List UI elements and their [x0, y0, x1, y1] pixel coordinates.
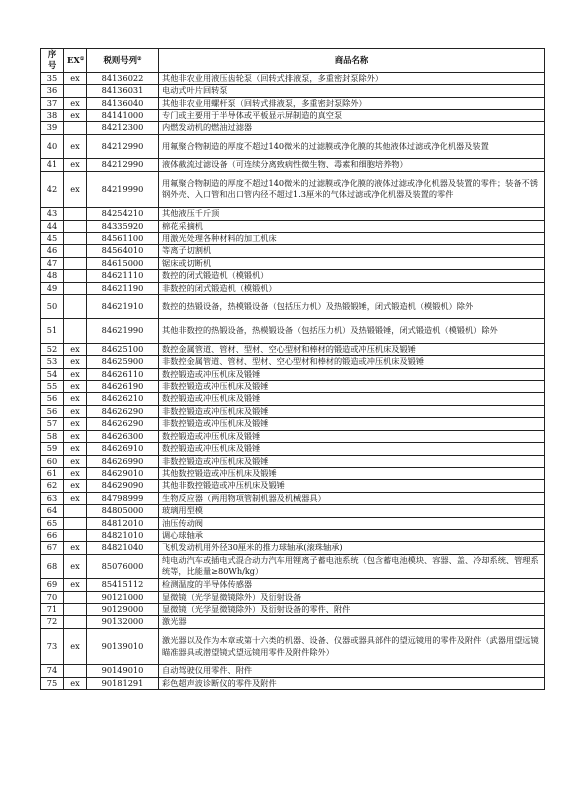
goods-name-cell: 纯电动汽车或插电式混合动力汽车用锂离子蓄电池系统（包含蓄电池模块、容器、盖、冷却系统、管理系统等，比能量≥80Wh/kg）	[159, 554, 545, 578]
tariff-code-cell: 84626110	[87, 368, 159, 380]
goods-name-cell: 飞机发动机用外径30厘米的推力球轴承(滚珠轴承)	[159, 542, 545, 554]
seq-cell: 40	[41, 134, 64, 158]
tariff-code-cell: 90149010	[87, 665, 159, 677]
tariff-code-cell: 84821040	[87, 542, 159, 554]
seq-cell: 38	[41, 110, 64, 122]
goods-name-cell: 激光器	[159, 616, 545, 628]
table-row	[41, 295, 545, 319]
ex-cell: ex	[64, 542, 87, 554]
tariff-code-cell: 84561100	[87, 233, 159, 245]
table-row	[41, 665, 545, 677]
goods-name-cell: 数控的闭式锻造机（模锻机）	[159, 270, 545, 282]
goods-name-cell: 其他数控锻造或冲压机床及锻锤	[159, 467, 545, 479]
seq-cell: 56	[41, 405, 64, 417]
table-row	[41, 356, 545, 368]
seq-cell: 46	[41, 245, 64, 257]
goods-name-cell: 用氟聚合物制造的厚度不超过140微米的过滤膜或净化膜的液体过滤或净化机器及装置的零件；装备不锈钢外壳、入口管和出口管内径不超过1.3厘米的气体过滤或净化机器及装置的零件	[159, 171, 545, 208]
table-row	[41, 554, 545, 578]
tariff-code-cell: 84141000	[87, 110, 159, 122]
ex-cell	[64, 319, 87, 343]
tariff-code-cell: 84621190	[87, 282, 159, 294]
tariff-code-cell: 84621990	[87, 319, 159, 343]
tariff-table	[40, 48, 545, 690]
goods-name-cell: 生物反应器（两用物项管制机器及机械器具）	[159, 492, 545, 504]
ex-cell: ex	[64, 455, 87, 467]
seq-cell: 51	[41, 319, 64, 343]
seq-cell: 36	[41, 85, 64, 97]
ex-cell: ex	[64, 356, 87, 368]
goods-name-cell: 自动驾驶仪用零件、附件	[159, 665, 545, 677]
seq-cell: 61	[41, 467, 64, 479]
table-row	[41, 430, 545, 442]
goods-name-cell: 数控锻造或冲压机床及锻锤	[159, 430, 545, 442]
seq-cell: 54	[41, 368, 64, 380]
ex-cell: ex	[64, 134, 87, 158]
goods-name-cell: 用激光处理各种材料的加工机床	[159, 233, 545, 245]
seq-cell: 59	[41, 443, 64, 455]
tariff-code-cell: 84615000	[87, 257, 159, 269]
ex-cell	[64, 616, 87, 628]
seq-cell: 52	[41, 343, 64, 355]
ex-cell	[64, 665, 87, 677]
table-row	[41, 319, 545, 343]
goods-name-cell: 其他液压千斤顶	[159, 208, 545, 220]
tariff-code-cell: 84254210	[87, 208, 159, 220]
goods-name-cell: 用氟聚合物制造的厚度不超过140微米的过滤膜或净化膜的其他液体过滤或净化机器及装置	[159, 134, 545, 158]
goods-name-cell: 调心球轴承	[159, 529, 545, 541]
goods-name-cell: 其他非农业用螺杆泵（回转式排液泵，多重密封泵除外）	[159, 97, 545, 109]
ex-cell: ex	[64, 418, 87, 430]
table-row	[41, 368, 545, 380]
seq-cell: 39	[41, 122, 64, 134]
table-row	[41, 628, 545, 665]
tariff-code-cell: 84805000	[87, 505, 159, 517]
tariff-code-cell: 84212990	[87, 159, 159, 171]
table-row	[41, 134, 545, 158]
goods-name-cell: 内燃发动机的燃油过滤器	[159, 122, 545, 134]
tariff-code-cell: 84219990	[87, 171, 159, 208]
table-row	[41, 270, 545, 282]
goods-name-cell: 非数控金属管道、管材、型材、空心型材和棒材的锻造或冲压机床及锻锤	[159, 356, 545, 368]
seq-cell: 63	[41, 492, 64, 504]
tariff-code-cell: 84212300	[87, 122, 159, 134]
table-row	[41, 257, 545, 269]
goods-name-cell: 激光器以及作为本章或第十六类的机器、设备、仪器或器具部件的望远镜用的零件及附件（武器用望远镜瞄准器具或潜望镜式望远镜用零件及附件除外）	[159, 628, 545, 665]
ex-cell: ex	[64, 480, 87, 492]
tariff-code-cell: 84629090	[87, 480, 159, 492]
seq-cell: 50	[41, 295, 64, 319]
tariff-code-cell: 84626290	[87, 418, 159, 430]
ex-cell: ex	[64, 381, 87, 393]
seq-cell: 72	[41, 616, 64, 628]
seq-cell: 56	[41, 393, 64, 405]
seq-cell: 53	[41, 356, 64, 368]
tariff-code-cell: 90132000	[87, 616, 159, 628]
goods-name-cell: 锯床或切断机	[159, 257, 545, 269]
goods-name-cell: 显微镜（光学显微镜除外）及衍射设备的零件、附件	[159, 603, 545, 615]
table-row	[41, 677, 545, 689]
ex-cell	[64, 529, 87, 541]
ex-cell	[64, 270, 87, 282]
table-row	[41, 159, 545, 171]
ex-cell: ex	[64, 554, 87, 578]
tariff-code-cell: 84335920	[87, 220, 159, 232]
ex-cell	[64, 282, 87, 294]
ex-cell	[64, 257, 87, 269]
goods-name-cell: 检测温度的半导体传感器	[159, 579, 545, 591]
table-row	[41, 591, 545, 603]
table-row	[41, 381, 545, 393]
ex-cell: ex	[64, 405, 87, 417]
ex-cell	[64, 208, 87, 220]
goods-name-cell: 棉花采摘机	[159, 220, 545, 232]
table-row	[41, 616, 545, 628]
ex-cell: ex	[64, 579, 87, 591]
ex-cell	[64, 220, 87, 232]
tariff-code-cell: 84136022	[87, 72, 159, 84]
table-row	[41, 85, 545, 97]
tariff-code-cell: 90181291	[87, 677, 159, 689]
table-row	[41, 505, 545, 517]
table-row	[41, 220, 545, 232]
seq-cell: 70	[41, 591, 64, 603]
ex-cell: ex	[64, 492, 87, 504]
tariff-code-cell: 84626300	[87, 430, 159, 442]
seq-cell: 44	[41, 220, 64, 232]
seq-cell: 55	[41, 381, 64, 393]
seq-cell: 74	[41, 665, 64, 677]
ex-cell	[64, 85, 87, 97]
header-name: 商品名称	[159, 49, 545, 73]
table-row	[41, 233, 545, 245]
ex-cell: ex	[64, 343, 87, 355]
header-code: 税则号列②	[87, 49, 159, 73]
goods-name-cell: 非数控锻造或冲压机床及锻锤	[159, 418, 545, 430]
table-row	[41, 393, 545, 405]
tariff-code-cell: 84626210	[87, 393, 159, 405]
ex-cell	[64, 517, 87, 529]
table-row	[41, 343, 545, 355]
seq-cell: 35	[41, 72, 64, 84]
seq-cell: 57	[41, 418, 64, 430]
goods-name-cell: 数控锻造或冲压机床及锻锤	[159, 393, 545, 405]
goods-name-cell: 彩色超声波诊断仪的零件及附件	[159, 677, 545, 689]
table-row	[41, 517, 545, 529]
seq-cell: 42	[41, 171, 64, 208]
goods-name-cell: 专门或主要用于半导体或平板显示屏制造的真空泵	[159, 110, 545, 122]
goods-name-cell: 等离子切割机	[159, 245, 545, 257]
ex-cell	[64, 122, 87, 134]
table-header-row	[41, 49, 545, 73]
table-row	[41, 72, 545, 84]
tariff-code-cell: 85415112	[87, 579, 159, 591]
seq-cell: 62	[41, 480, 64, 492]
seq-cell: 67	[41, 542, 64, 554]
table-row	[41, 282, 545, 294]
tariff-code-cell: 84136031	[87, 85, 159, 97]
header-seq: 序号	[41, 49, 64, 73]
seq-cell: 58	[41, 430, 64, 442]
table-row	[41, 171, 545, 208]
table-row	[41, 603, 545, 615]
tariff-code-cell: 90139010	[87, 628, 159, 665]
table-row	[41, 542, 545, 554]
ex-cell	[64, 245, 87, 257]
seq-cell: 48	[41, 270, 64, 282]
goods-name-cell: 液体截流过滤设备（可连续分离致病性微生物、毒素和细胞培养物）	[159, 159, 545, 171]
goods-name-cell: 电动式叶片回转泵	[159, 85, 545, 97]
table-row	[41, 467, 545, 479]
ex-cell	[64, 591, 87, 603]
tariff-code-cell: 85076000	[87, 554, 159, 578]
goods-name-cell: 其他非农业用液压齿轮泵（回转式排液泵，多重密封泵除外）	[159, 72, 545, 84]
tariff-code-cell: 90129000	[87, 603, 159, 615]
ex-cell: ex	[64, 368, 87, 380]
ex-cell	[64, 505, 87, 517]
seq-cell: 69	[41, 579, 64, 591]
goods-name-cell: 非数控锻造或冲压机床及锻锤	[159, 405, 545, 417]
ex-cell	[64, 233, 87, 245]
tariff-code-cell: 84626290	[87, 405, 159, 417]
seq-cell: 43	[41, 208, 64, 220]
table-row	[41, 443, 545, 455]
ex-cell: ex	[64, 467, 87, 479]
seq-cell: 65	[41, 517, 64, 529]
tariff-code-cell: 84136040	[87, 97, 159, 109]
table-row	[41, 110, 545, 122]
goods-name-cell: 非数控锻造或冲压机床及锻锤	[159, 381, 545, 393]
table-row	[41, 529, 545, 541]
seq-cell: 71	[41, 603, 64, 615]
table-row	[41, 97, 545, 109]
ex-cell: ex	[64, 430, 87, 442]
goods-name-cell: 玻璃用型模	[159, 505, 545, 517]
seq-cell: 49	[41, 282, 64, 294]
seq-cell: 60	[41, 455, 64, 467]
tariff-code-cell: 84621110	[87, 270, 159, 282]
seq-cell: 68	[41, 554, 64, 578]
ex-cell	[64, 603, 87, 615]
ex-cell: ex	[64, 393, 87, 405]
tariff-code-cell: 90121000	[87, 591, 159, 603]
seq-cell: 75	[41, 677, 64, 689]
goods-name-cell: 其他非数控的热锻设备，热模锻设备（包括压力机）及热锻锻锤，闭式锻造机（模锻机）除外	[159, 319, 545, 343]
goods-name-cell: 油压传动阀	[159, 517, 545, 529]
ex-cell: ex	[64, 97, 87, 109]
tariff-code-cell: 84821010	[87, 529, 159, 541]
table-row	[41, 579, 545, 591]
table-row	[41, 418, 545, 430]
goods-name-cell: 数控的热锻设备，热模锻设备（包括压力机）及热锻锻锤，闭式锻造机（模锻机）除外	[159, 295, 545, 319]
goods-name-cell: 数控锻造或冲压机床及锻锤	[159, 443, 545, 455]
ex-cell: ex	[64, 677, 87, 689]
tariff-code-cell: 84798999	[87, 492, 159, 504]
header-ex: EX①	[64, 49, 87, 73]
ex-cell	[64, 295, 87, 319]
goods-name-cell: 其他非数控锻造或冲压机床及锻锤	[159, 480, 545, 492]
tariff-code-cell: 84626990	[87, 455, 159, 467]
goods-name-cell: 数控金属管道、管材、型材、空心型材和棒材的锻造或冲压机床及锻锤	[159, 343, 545, 355]
table-row	[41, 208, 545, 220]
table-body	[41, 72, 545, 689]
seq-cell: 47	[41, 257, 64, 269]
seq-cell: 37	[41, 97, 64, 109]
table-row	[41, 455, 545, 467]
table-row	[41, 492, 545, 504]
goods-name-cell: 非数控的闭式锻造机（模锻机）	[159, 282, 545, 294]
seq-cell: 41	[41, 159, 64, 171]
tariff-code-cell: 84629010	[87, 467, 159, 479]
seq-cell: 64	[41, 505, 64, 517]
table-row	[41, 122, 545, 134]
tariff-code-cell: 84564010	[87, 245, 159, 257]
ex-cell: ex	[64, 171, 87, 208]
table-row	[41, 480, 545, 492]
goods-name-cell: 非数控锻造或冲压机床及锻锤	[159, 455, 545, 467]
tariff-code-cell: 84621910	[87, 295, 159, 319]
ex-cell: ex	[64, 159, 87, 171]
ex-cell: ex	[64, 628, 87, 665]
ex-cell: ex	[64, 72, 87, 84]
tariff-code-cell: 84626910	[87, 443, 159, 455]
table-row	[41, 405, 545, 417]
tariff-code-cell: 84626190	[87, 381, 159, 393]
ex-cell: ex	[64, 110, 87, 122]
goods-name-cell: 显微镜（光学显微镜除外）及衍射设备	[159, 591, 545, 603]
tariff-code-cell: 84812010	[87, 517, 159, 529]
seq-cell: 73	[41, 628, 64, 665]
seq-cell: 45	[41, 233, 64, 245]
tariff-code-cell: 84625900	[87, 356, 159, 368]
goods-name-cell: 数控锻造或冲压机床及锻锤	[159, 368, 545, 380]
seq-cell: 66	[41, 529, 64, 541]
ex-cell: ex	[64, 443, 87, 455]
tariff-code-cell: 84212990	[87, 134, 159, 158]
table-row	[41, 245, 545, 257]
tariff-code-cell: 84625100	[87, 343, 159, 355]
